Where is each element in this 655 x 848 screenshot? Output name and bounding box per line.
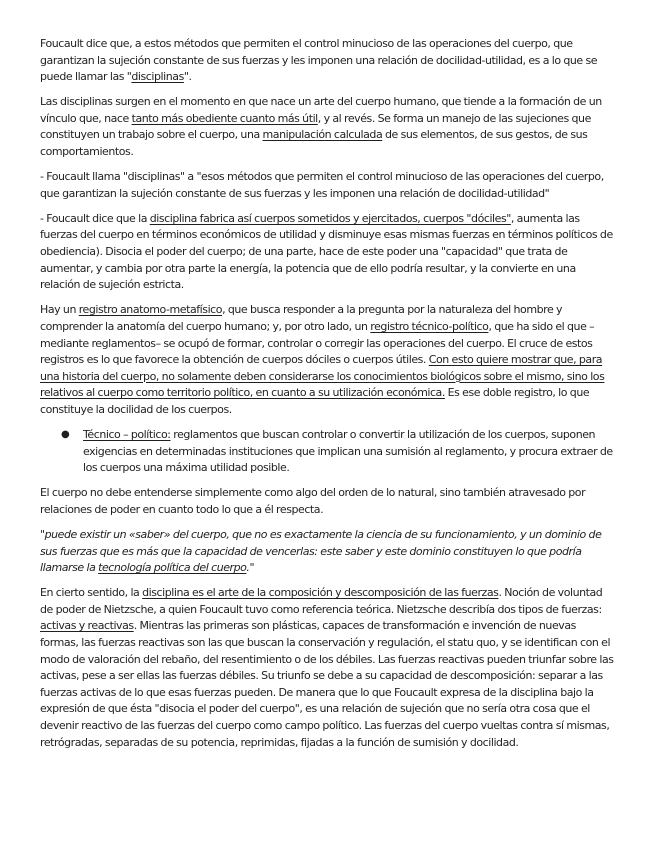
underlined-text: disciplina es el arte de la composición y descomposición de las fuerzas xyxy=(142,586,499,600)
underlined-text: registro anatomo-metafísico xyxy=(78,303,223,317)
underlined-text: manipulación calculada xyxy=(262,128,383,142)
paragraph-arte-del-cuerpo: Las disciplinas surgen en el momento en que nace un arte del cuerpo humano, que tiende a la formación de un vínculo que, nace tanto más obediente cuanto más útil, y al revés. Se forma un manejo de las sujeciones que constituyen un trabajo sobre el cuerpo, una manipulación calculada de sus elementos, de sus gestos, de sus comportamientos. xyxy=(40,95,602,159)
underlined-text: registro técnico-político xyxy=(370,319,489,333)
italic-quote: "puede existir un «saber» del cuerpo, que no es exactamente la ciencia de su funcionamiento, y un dominio de sus fuerzas que es más que la capacidad de vencerlas: este saber y este dominio constituyen lo que podría llamarse la tecnología política del cuerpo." xyxy=(40,527,602,575)
underlined-text: disciplina fabrica así cuerpos sometidos y ejercitados, cuerpos "dóciles" xyxy=(149,211,511,225)
underlined-text: tanto más obediente cuanto más útil xyxy=(131,111,318,125)
paragraph-disciplinas-definition: Foucault dice que, a estos métodos que permiten el control minucioso de las operaciones del cuerpo, que garantizan la sujeción constante de sus fuerzas y les imponen una relación de docilidad-utilidad, es a lo que se puede llamar las "disciplinas". xyxy=(40,37,598,84)
underlined-text: disciplinas xyxy=(131,70,184,84)
underlined-text: activas y reactivas xyxy=(40,619,134,633)
paragraph-registros: Hay un registro anatomo-metafísico, que busca responder a la pregunta por la naturaleza del hombre y comprender la anatomía del cuerpo humano; y, por otro lado, un registro técnico-político, que ha sido el que – mediante reglamentos– se ocupó de formar, controlar o corregir las operaciones del cuerpo. El cruce de estos registros es lo que favorece la obtención de cuerpos dóciles o cuerpos útiles. Con esto quiere mostrar que, para una historia del cuerpo, no solamente deben considerarse los conocimientos biológicos sobre el mismo, sino los relativos al cuerpo como territorio político, en cuanto a su utilización económica. Es ese doble registro, lo que constituye la docilidad de los cuerpos. xyxy=(40,303,605,416)
underlined-text: tecnología política del cuerpo xyxy=(98,561,247,575)
underlined-text: Técnico – político: xyxy=(83,427,171,441)
list-item: ● Técnico – político: reglamentos que buscan controlar o convertir la utilización de los cuerpos, suponen exigencias en determinadas instituciones que implican una sumisión al reglamento, y procura extraer de los cuerpos una máxima utilidad posible. xyxy=(61,427,613,475)
bullet-icon: ● xyxy=(61,428,70,440)
paragraph-nietzsche-fuerzas: En cierto sentido, la disciplina es el arte de la composición y descomposición de las fuerzas. Noción de voluntad de poder de Nietzsche, a quien Foucault tuvo como referencia teórica. Nietzsche describía dos tipos de fuerzas: activas y reactivas. Mientras las primeras son plásticas, capaces de transformación e invención de nuevas formas, las fuerzas reactivas son las que buscan la conservación y regulación, el statu quo, y se identifican con el modo de valoración del rebaño, del resentimiento o de los débiles. Las fuerzas reactivas pueden triunfar sobre las activas, pese a ser ellas las fuerzas débiles. Su triunfo se debe a su capacidad de descomposición: separar a las fuerzas activas de lo que esas fuerzas pueden. De manera que lo que Foucault expresa de la disciplina bajo la expresión de que ésta "disocia el poder del cuerpo", es una relación de sujeción que no sería otra cosa que el devenir reactivo de las fuerzas del cuerpo como campo político. Las fuerzas del cuerpo vueltas contra sí mismas, retrógradas, separadas de su potencia, reprimidas, fijadas a la función de sumisión y docilidad. xyxy=(40,586,614,749)
paragraph-foucault-llama: - Foucault llama "disciplinas" a "esos métodos que permiten el control minucioso de las operaciones del cuerpo, que garantizan la sujeción constante de sus fuerzas y les imponen una relación de docilidad-utilidad" xyxy=(40,170,604,200)
paragraph-cuerpos-dociles: - Foucault dice que la disciplina fabrica así cuerpos sometidos y ejercitados, cuerpos "dóciles", aumenta las fuerzas del cuerpo en términos económicos de utilidad y disminuye esas mismas fuerzas en términos políticos de obediencia). Disocia el poder del cuerpo; de una parte, hace de este poder una "capacidad" que trata de aumentar, y cambia por otra parte la energía, la potencia que de ello podría resultar, y la convierte en una relación de sujeción estricta. xyxy=(40,211,613,292)
bullet-list xyxy=(40,427,617,477)
paragraph-cuerpo-natural: El cuerpo no debe entenderse simplemente como algo del orden de lo natural, sino también atravesado por relaciones de poder en cuanto todo lo que a él respecta. xyxy=(40,486,586,516)
underlined-text: Con esto quiere mostrar que, para una historia del cuerpo, no solamente deben considerarse los conocimientos biológicos sobre el mismo, sino los relativos al cuerpo como territorio político, en cuanto a su utilización económica. xyxy=(40,353,605,400)
